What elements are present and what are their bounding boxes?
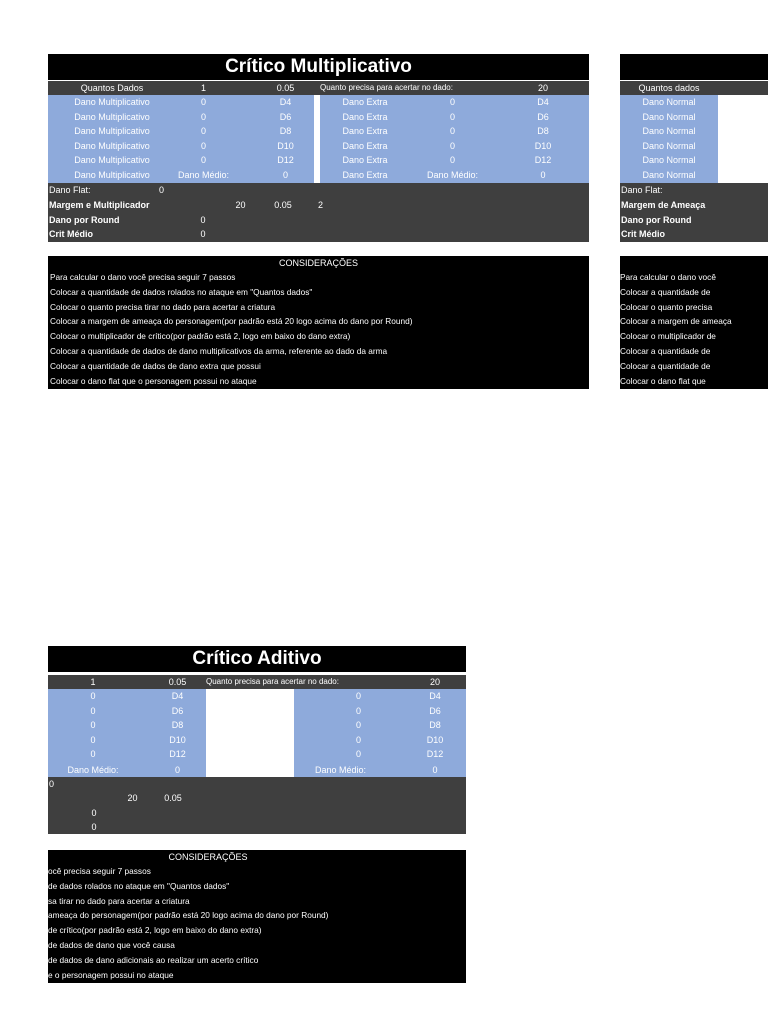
mult-row [48, 95, 589, 109]
normal-row-label: Dano Normal [642, 111, 696, 122]
adit-margin-value[interactable]: 20 [127, 793, 138, 803]
adit-crit-label: Dano Crítico [222, 705, 274, 716]
mult-row-value[interactable]: 0 [200, 97, 206, 107]
mult-avg-caption: Dano Médio: [177, 170, 230, 180]
consideration-line: Colocar o dano flat que [620, 375, 706, 386]
adit-crit-avg-label: Dano Crítico [222, 765, 274, 775]
consideration-line: Colocar o quanto precisa [620, 301, 713, 312]
normal-row-label: Dano Normal [642, 126, 696, 137]
consideration-line: e o personagem possui no ataque [48, 969, 174, 980]
adit-crit-label: Dano Crítico [222, 734, 274, 745]
adit-crit-die: D4 [429, 691, 441, 701]
adit-need-value[interactable]: 20 [429, 677, 440, 687]
mult-row [48, 110, 589, 124]
extra-row-label: Dano Extra [342, 97, 388, 107]
consideration-line: Colocar a quantidade de dados rolados no ataque em "Quantos dados" [50, 286, 313, 297]
adit-crit-die: D8 [429, 720, 441, 731]
mult-row-label: Dano Multiplicativo [74, 126, 150, 137]
adit-row [48, 718, 466, 732]
mult-row-die: D6 [279, 111, 292, 122]
adit-crit-value[interactable]: 0 [355, 720, 361, 731]
extra-row-label: Dano Extra [342, 126, 388, 137]
normal-considerations [620, 256, 768, 389]
adit-row-die: D12 [169, 749, 186, 760]
adit-per-round-value: 0 [91, 808, 97, 818]
adit-flat-value[interactable]: 0 [49, 779, 55, 789]
consideration-line: Colocar o dano flat que o personagem possui no ataque [50, 375, 257, 386]
mult-row-label: Dano Multiplicativo [74, 111, 150, 122]
consideration-line: Colocar a quantidade de [620, 346, 711, 356]
adit-row [48, 733, 466, 747]
quantos-dados-cell[interactable]: 1 [200, 83, 206, 93]
normal-header-row [620, 81, 768, 95]
extra-row-value[interactable]: 0 [449, 111, 455, 122]
normal-summary [620, 183, 768, 242]
mult-row-die: D8 [279, 126, 292, 137]
need-label: Quanto precisa para acertar no dado: [320, 83, 453, 92]
margin-value[interactable]: 20 [235, 200, 246, 210]
consideration-line: ocê precisa seguir 7 passos [48, 866, 151, 876]
normal-title-bar [620, 54, 768, 80]
margin-rate: 0.05 [274, 200, 292, 210]
mult-row [48, 124, 589, 138]
normal-header-label: Quantos dados [638, 83, 700, 93]
mult-title: Crítico Multiplicativo [225, 56, 412, 77]
multiplier-value[interactable]: 2 [317, 200, 323, 210]
mult-row-value[interactable]: 0 [200, 140, 206, 151]
mult-row-die: D4 [279, 97, 292, 107]
adit-crit-die: D6 [429, 705, 441, 716]
extra-row-value[interactable]: 0 [449, 126, 455, 137]
extra-row-value[interactable]: 0 [449, 97, 455, 107]
consideration-line: de dados de dano adicionais ao realizar um acerto crítico [48, 954, 259, 965]
normal-row-label: Dano Normal [642, 155, 696, 166]
extra-row-label: Dano Extra [342, 155, 388, 166]
adit-crit-value[interactable]: 0 [355, 705, 361, 716]
mult-avg-value: 0 [282, 170, 288, 180]
extra-row-die: D12 [534, 155, 552, 166]
adit-row-value[interactable]: 0 [90, 691, 96, 701]
mult-row-value[interactable]: 0 [200, 155, 206, 166]
adit-crit-label: Dano Crítico [222, 720, 274, 731]
adit-avg-caption: Dano Médio: [67, 765, 119, 775]
adit-crit-die: D10 [426, 734, 444, 745]
mult-extra-avg-value: 0 [540, 170, 546, 180]
adit-crit-avg-value: 0 [91, 822, 97, 832]
adit-row-die: D6 [171, 705, 184, 716]
normal-sheet [620, 54, 768, 242]
adit-crit-die: D12 [426, 749, 444, 760]
consideration-line: de dados rolados no ataque em "Quantos dados" [48, 880, 230, 891]
extra-row-label: Dano Extra [342, 140, 388, 151]
mult-row [48, 153, 589, 167]
adit-crit-avg-caption: Dano Médio: [314, 765, 367, 775]
adit-crit-avg-value: 0 [432, 765, 438, 775]
normal-flat-label: Dano Flat: [621, 185, 663, 195]
adit-row [48, 704, 466, 718]
mult-row-label: Dano Multiplicativo [74, 155, 150, 166]
adit-crit-label: Dano Crítico [222, 691, 274, 701]
consideration-line: Colocar a margem de ameaça do personagem(por padrão está 20 logo acima do dano por Round) [50, 316, 413, 327]
mult-sheet [48, 54, 589, 242]
adit-dice-cell[interactable]: 1 [90, 677, 96, 687]
adit-header-row [48, 675, 466, 689]
mult-header-row [48, 81, 589, 95]
normal-per-round-label: Dano por Round [621, 215, 692, 225]
consideration-line: de crítico(por padrão está 2, logo em baixo do dano extra) [48, 925, 262, 936]
consideration-line: Colocar o multiplicador de [620, 331, 716, 342]
consideration-line: Colocar o quanto precisa tirar no dado para acertar a criatura [50, 301, 276, 312]
normal-row-label: Dano Normal [642, 140, 696, 151]
consideration-line: Colocar a margem de ameaça [620, 316, 732, 327]
consideration-line: Colocar a quantidade de dados de dano multiplicativos da arma, referente ao dado da arma [50, 346, 388, 356]
per-round-value: 0 [200, 215, 206, 225]
adit-row-die: D10 [169, 734, 186, 745]
mult-title-bar [48, 54, 589, 80]
mult-row-value[interactable]: 0 [200, 126, 206, 137]
adit-title-bar [48, 646, 466, 672]
consideration-line: Para calcular o dano você precisa seguir 7 passos [50, 272, 236, 282]
crit-avg-label: Crit Médio [49, 229, 93, 239]
consideration-line: Colocar a quantidade de [620, 286, 711, 297]
extra-row-die: D4 [537, 97, 549, 107]
adit-row-value[interactable]: 0 [90, 720, 96, 731]
margin-label: Margem e Multiplicador [49, 200, 150, 210]
consideration-line: Colocar o multiplicador de crítico(por padrão está 2, logo em baixo do dano extra) [50, 331, 351, 342]
per-round-label: Dano por Round [49, 215, 120, 225]
extra-row-value[interactable]: 0 [449, 155, 455, 166]
adit-avg-row [48, 763, 466, 777]
mult-row-value[interactable]: 0 [200, 111, 206, 122]
adit-row-value[interactable]: 0 [90, 734, 96, 745]
mult-avg-row [48, 168, 589, 182]
adit-crit-value[interactable]: 0 [355, 734, 361, 745]
extra-row-value[interactable]: 0 [449, 140, 455, 151]
extra-row-die: D6 [537, 111, 549, 122]
adit-row-die: D4 [171, 691, 184, 701]
quantos-dados-label: Quantos Dados [80, 83, 144, 93]
mult-extra-avg-label: Dano Extra [342, 170, 388, 180]
mult-row-die: D12 [277, 155, 294, 166]
mult-row-label: Dano Multiplicativo [74, 140, 150, 151]
normal-row-label: Dano Normal [642, 170, 696, 180]
adit-considerations [48, 850, 466, 983]
mult-summary [48, 183, 589, 242]
need-value-cell[interactable]: 20 [537, 83, 548, 93]
rate-cell: 0.05 [276, 83, 295, 93]
adit-row-value[interactable]: 0 [90, 705, 96, 716]
mult-avg-label: Dano Multiplicativo [74, 170, 150, 180]
adit-crit-label: Dano Crítico [222, 749, 274, 760]
consideration-line: de dados de dano que você causa [48, 940, 175, 950]
mult-row-die: D10 [277, 140, 294, 151]
adit-crit-value[interactable]: 0 [355, 749, 361, 760]
normal-row-label: Dano Normal [642, 97, 696, 107]
adit-avg-value: 0 [174, 765, 180, 775]
adit-need-label: Quanto precisa para acertar no dado: [206, 677, 339, 686]
flat-value[interactable]: 0 [159, 185, 165, 195]
mult-extra-avg-caption: Dano Médio: [426, 170, 479, 180]
adit-crit-value[interactable]: 0 [355, 691, 361, 701]
extra-row-label: Dano Extra [342, 111, 388, 122]
flat-label: Dano Flat: [49, 185, 91, 195]
mult-row [48, 139, 589, 153]
adit-rate-cell: 0.05 [168, 677, 187, 687]
adit-cons-title: CONSIDERAÇÕES [168, 852, 248, 862]
mult-cons-title: CONSIDERAÇÕES [278, 258, 358, 268]
consideration-line: Colocar a quantidade de dados de dano extra que possui [50, 360, 261, 371]
adit-summary [48, 777, 466, 834]
adit-sheet [48, 646, 466, 834]
consideration-line: Para calcular o dano você [620, 272, 716, 282]
extra-row-die: D8 [537, 126, 549, 137]
mult-considerations [48, 256, 589, 389]
crit-avg-value: 0 [200, 229, 206, 239]
adit-row-value[interactable]: 0 [90, 749, 96, 760]
consideration-line: sa tirar no dado para acertar a criatura [48, 895, 190, 906]
normal-margin-label: Margem de Ameaça [621, 200, 706, 210]
mult-row-label: Dano Multiplicativo [74, 97, 150, 107]
adit-row-die: D8 [171, 720, 184, 731]
adit-row [48, 689, 466, 703]
consideration-line: Colocar a quantidade de [620, 360, 711, 371]
consideration-line: ameaça do personagem(por padrão está 20 logo acima do dano por Round) [48, 910, 329, 921]
adit-title: Crítico Aditivo [192, 648, 322, 669]
normal-crit-avg-label: Crit Médio [621, 229, 665, 239]
extra-row-die: D10 [534, 140, 552, 151]
adit-margin-rate: 0.05 [164, 793, 182, 803]
adit-row [48, 747, 466, 761]
